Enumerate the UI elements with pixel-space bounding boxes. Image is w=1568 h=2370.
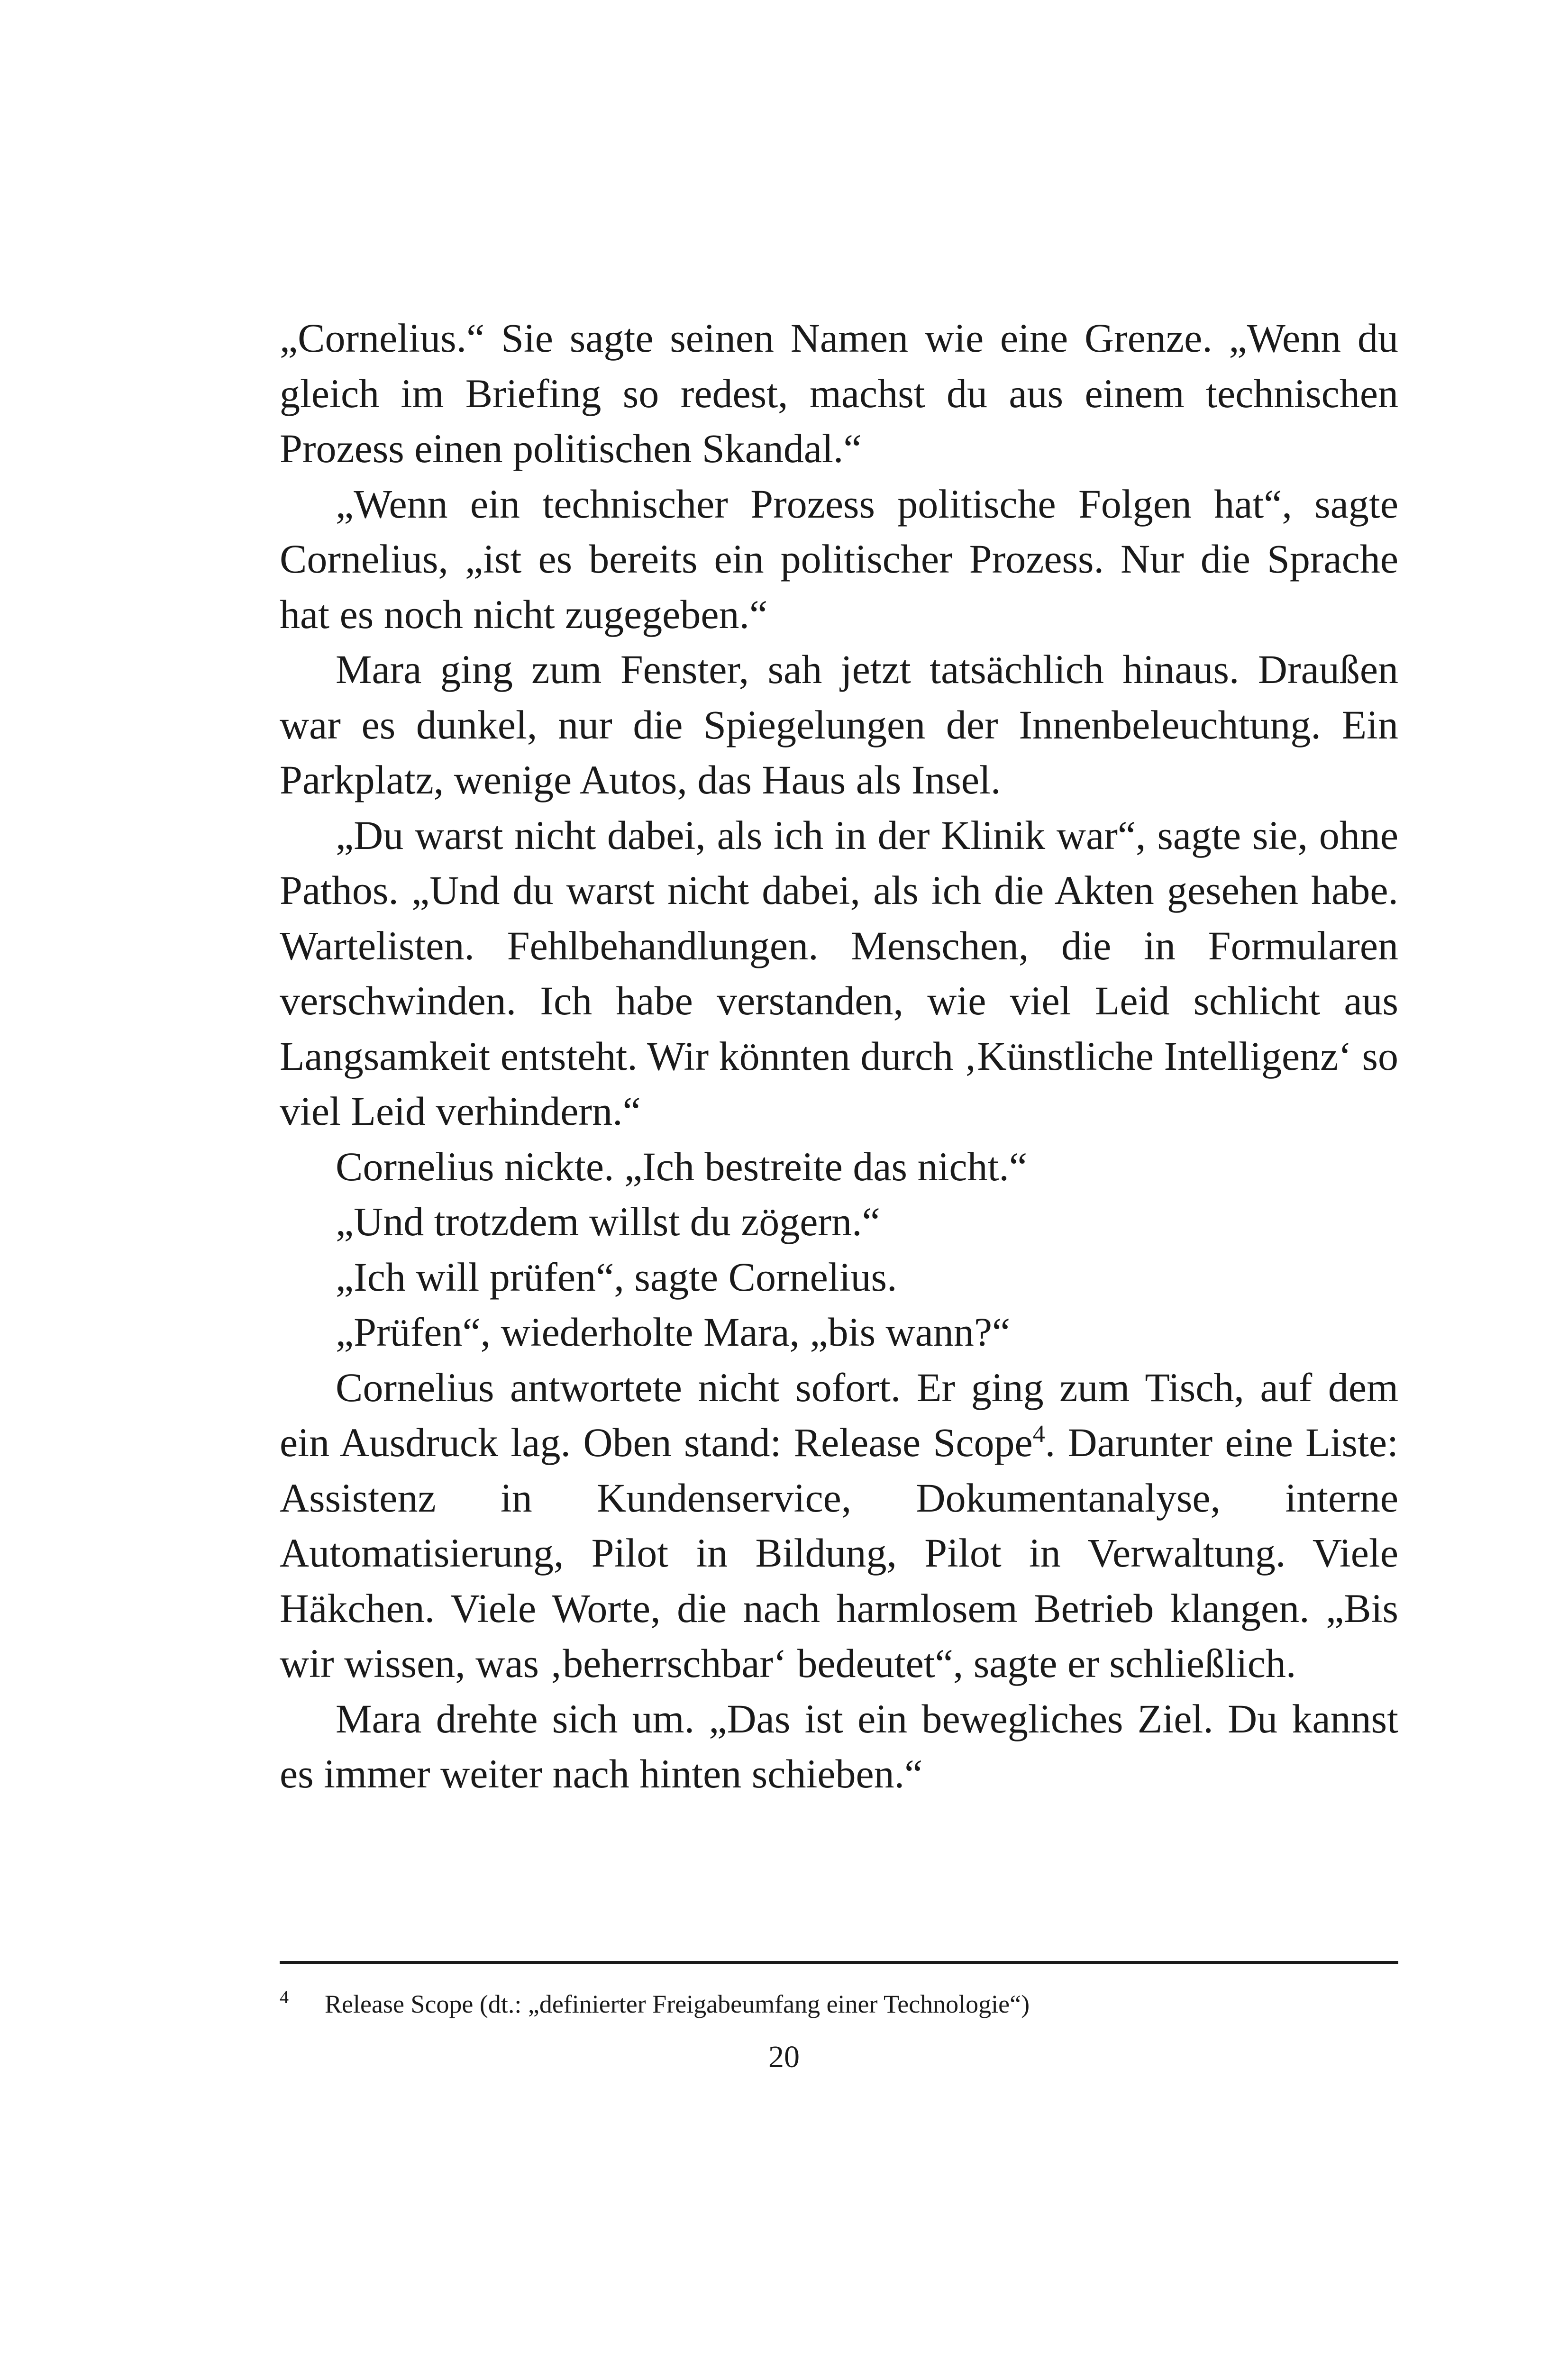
paragraph: „Und trotzdem willst du zögern.“ <box>336 1199 880 1244</box>
page-number: 20 <box>768 2040 800 2074</box>
paragraph: „Du warst nicht dabei, als ich in der Klinik war“, sagte sie, ohne Pathos. „Und du warst nicht dabei, als ich die Akten gesehen habe. Wartelisten. Fehlbehandlungen. Menschen, die in Formularen verschwinden. Ich habe verstanden, wie viel Leid schlicht aus Langsamkeit entsteht. Wir könnten durch ‚Künstliche Intelligenz‘ so viel Leid verhindern.“ <box>280 812 1398 1134</box>
paragraph-text: Cornelius antwortete nicht sofort. Er ging zum Tisch, auf dem ein Ausdruck lag. Oben stand: Release Scope <box>280 1364 1398 1465</box>
paragraph: „Ich will prüfen“, sagte Cornelius. <box>336 1254 897 1300</box>
footnote <box>280 1980 1398 2021</box>
paragraph: „Wenn ein technischer Prozess politische Folgen hat“, sagte Cornelius, „ist es bereits ein politischer Prozess. Nur die Sprache hat es noch nicht zugegeben.“ <box>280 481 1398 637</box>
paragraph: Cornelius nickte. „Ich bestreite das nicht.“ <box>336 1143 1028 1189</box>
body-text <box>280 310 1398 1802</box>
paragraph-text: . Darunter eine Liste: Assistenz in Kundenservice, Dokumentanalyse, interne Automatisierung, Pilot in Bildung, Pilot in Verwaltung. Viele Häkchen. Viele Worte, die nach harmlosem Betrieb klangen. „Bis wir wissen, was ‚beherrschbar‘ bedeutet“, sagte er schließlich. <box>280 1420 1398 1686</box>
paragraph-with-footnote <box>280 1360 1398 1691</box>
footnote-number: 4 <box>280 1987 289 2007</box>
footnote-separator <box>280 1961 1398 1964</box>
paragraph: Mara ging zum Fenster, sah jetzt tatsächlich hinaus. Draußen war es dunkel, nur die Spiegelungen der Innenbeleuchtung. Ein Parkplatz, wenige Autos, das Haus als Insel. <box>280 647 1398 802</box>
paragraph: „Cornelius.“ Sie sagte seinen Namen wie eine Grenze. „Wenn du gleich im Briefing so redest, machst du aus einem technischen Prozess einen politischen Skandal.“ <box>280 315 1398 471</box>
paragraph: Mara drehte sich um. „Das ist ein bewegliches Ziel. Du kannst es immer weiter nach hinten schieben.“ <box>280 1695 1398 1796</box>
footnote-text: Release Scope (dt.: „definierter Freigabeumfang einer Technologie“) <box>325 1990 1030 2018</box>
footnote-reference[interactable]: 4 <box>1032 1421 1045 1448</box>
paragraph: „Prüfen“, wiederholte Mara, „bis wann?“ <box>336 1309 1011 1355</box>
